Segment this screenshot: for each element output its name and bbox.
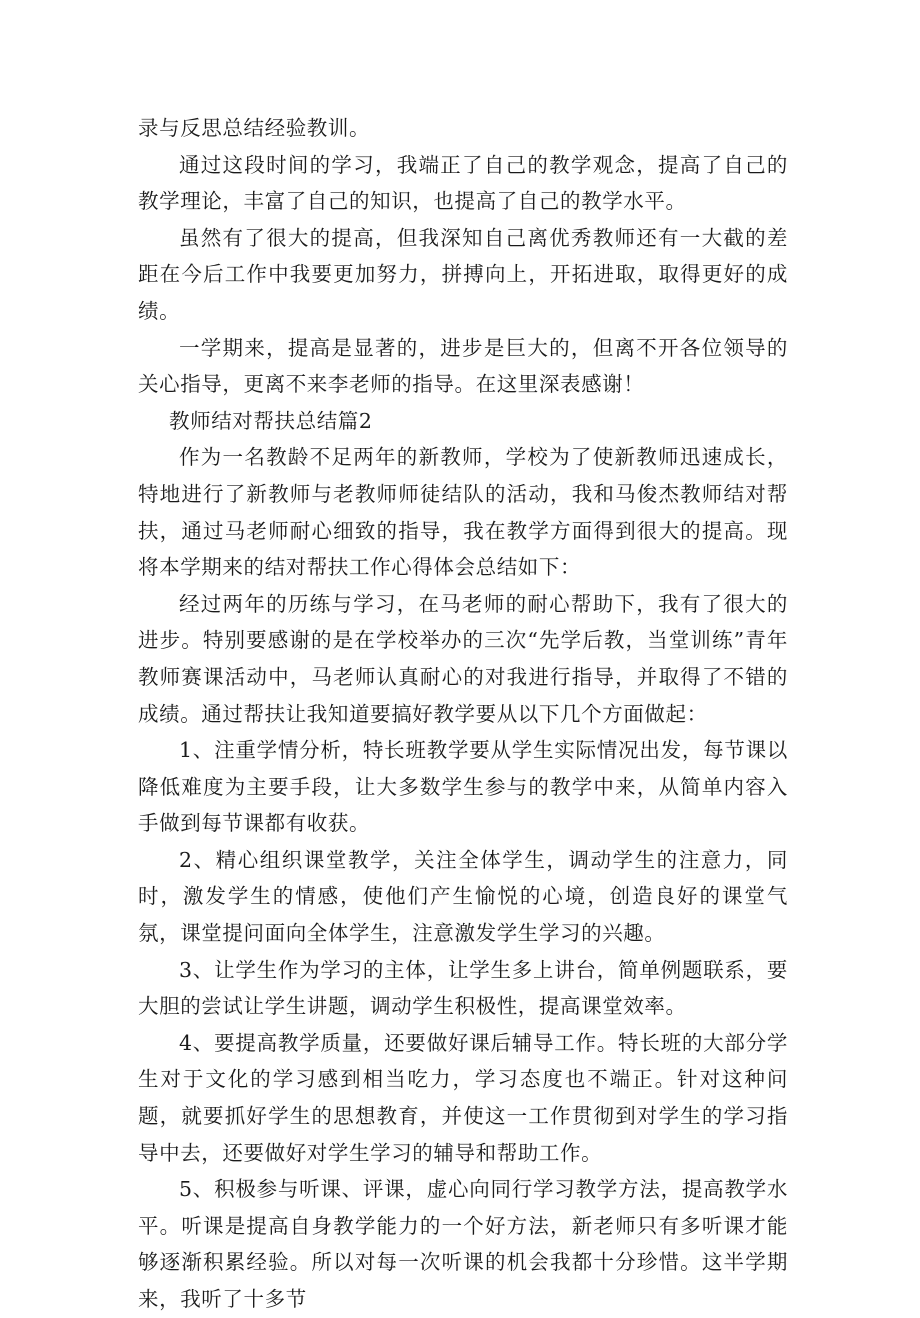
paragraph: 一学期来，提高是显著的，进步是巨大的，但离不开各位领导的关心指导，更离不来李老师的指导。在这里深表感谢！	[138, 335, 788, 397]
section-heading: 教师结对帮扶总结篇2	[169, 408, 373, 433]
list-item: 4、要提高教学质量，还要做好课后辅导工作。特长班的大部分学生对于文化的学习感到相当吃力，学习态度也不端正。针对这种问题，就要抓好学生的思想教育，并使这一工作贯彻到对学生的学习指导中去，还要做好对学生学习的辅导和帮助工作。	[138, 1030, 788, 1165]
paragraph: 经过两年的历练与学习，在马老师的耐心帮助下，我有了很大的进步。特别要感谢的是在学校举办的三次“先学后教，当堂训练”青年教师赛课活动中，马老师认真耐心的对我进行指导，并取得了不错的成绩。通过帮扶让我知道要搞好教学要从以下几个方面做起：	[138, 591, 788, 726]
paragraph: 虽然有了很大的提高，但我深知自己离优秀教师还有一大截的差距在今后工作中我要更加努力，拼搏向上，开拓进取，取得更好的成绩。	[138, 225, 788, 323]
paragraph-continuation: 录与反思总结经验教训。	[138, 116, 371, 140]
list-item: 5、积极参与听课、评课，虚心向同行学习教学方法，提高教学水平。听课是提高自身教学能力的一个好方法，新老师只有多听课才能够逐渐积累经验。所以对每一次听课的机会我都十分珍惜。这半学期来，我听了十多节	[138, 1177, 788, 1311]
paragraph: 通过这段时间的学习，我端正了自己的教学观念，提高了自己的教学理论，丰富了自己的知识，也提高了自己的教学水平。	[138, 152, 788, 214]
paragraph: 作为一名教龄不足两年的新教师，学校为了使新教师迅速成长，特地进行了新教师与老教师师徒结队的活动，我和马俊杰教师结对帮扶，通过马老师耐心细致的指导，我在教学方面得到很大的提高。现将本学期来的结对帮扶工作心得体会总结如下：	[138, 445, 788, 580]
list-item: 3、让学生作为学习的主体，让学生多上讲台，简单例题联系，要大胆的尝试让学生讲题，调动学生积极性，提高课堂效率。	[138, 957, 788, 1019]
list-item: 1、注重学情分析，特长班教学要从学生实际情况出发，每节课以降低难度为主要手段，让大多数学生参与的教学中来，从简单内容入手做到每节课都有收获。	[138, 738, 788, 836]
list-item: 2、精心组织课堂教学，关注全体学生，调动学生的注意力，同时，激发学生的情感，使他们产生愉悦的心境，创造良好的课堂气氛，课堂提问面向全体学生，注意激发学生学习的兴趣。	[138, 847, 788, 946]
document-body	[138, 110, 788, 1318]
